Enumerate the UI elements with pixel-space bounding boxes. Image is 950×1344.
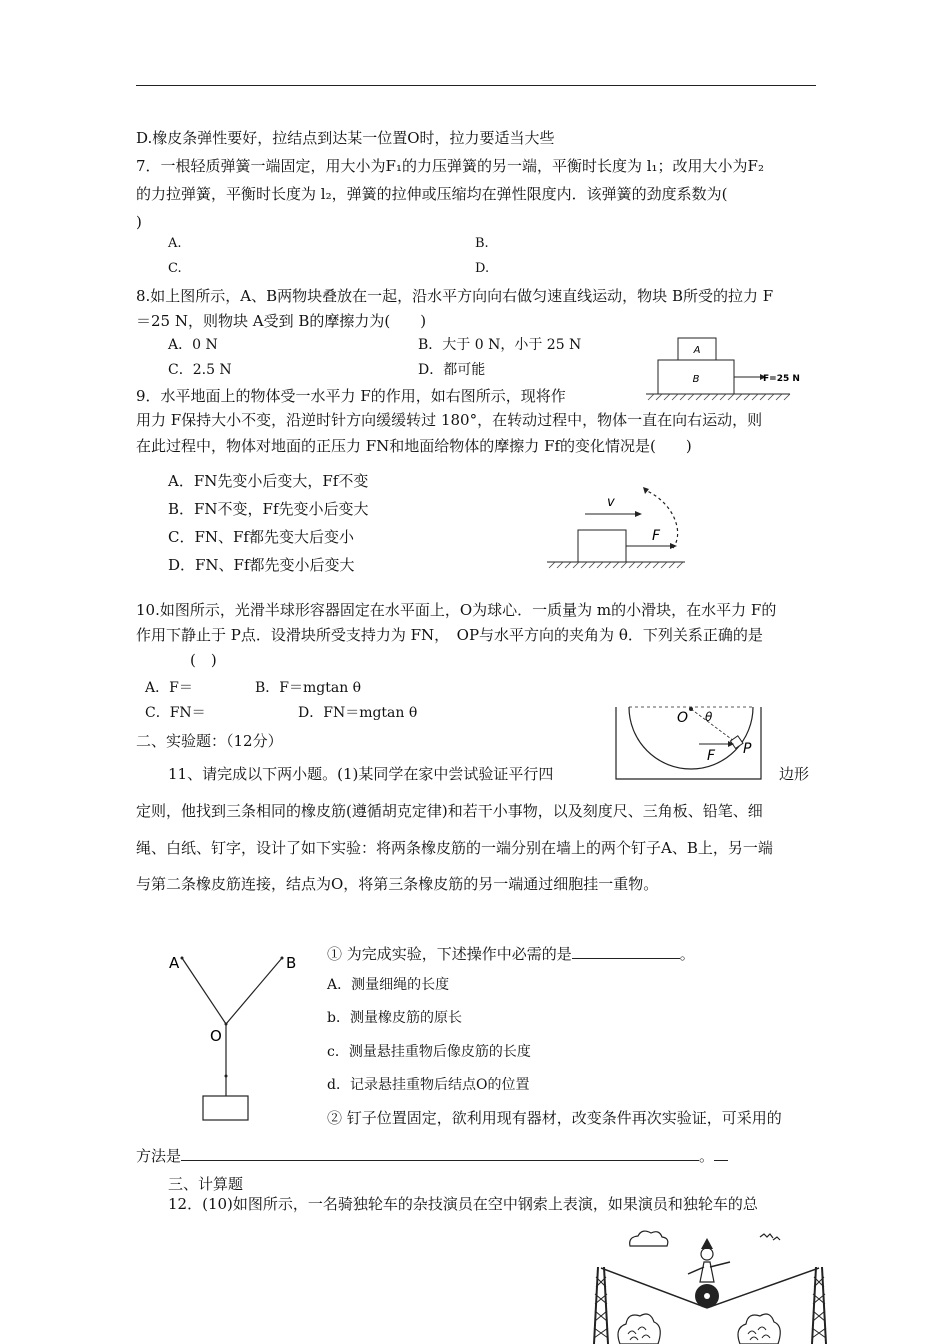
q7-option-d: D.: [475, 261, 490, 276]
q10-figure: [615, 706, 765, 781]
q11-figure: [166, 948, 306, 1128]
q11-line2: 定则，他找到三条相同的橡皮筋(遵循胡克定律)和若干小事物，以及刻度尺、三角板、铅笔、细: [136, 802, 763, 820]
q9-line3: 在此过程中，物体对地面的正压力 FN和地面给物体的摩擦力 Ff的变化情况是( ): [136, 437, 692, 455]
q9-option-b: B．FN不变，Ff先变小后变大: [168, 500, 369, 518]
velocity-arrowhead: [635, 511, 642, 517]
q7-option-b: B.: [475, 236, 489, 251]
sub2-line: ② 钉子位置固定，欲利用现有器材，改变条件再次实验证，可采用的: [327, 1109, 782, 1127]
weight: [203, 1096, 248, 1120]
q11-line1: 11、请完成以下两小题。(1)某同学在家中尝试验证平行四: [168, 765, 554, 783]
sub2-cont: 方法是: [136, 1147, 182, 1165]
q8-option-c: C．2.5 N: [168, 362, 232, 378]
q10-line2: 作用下静止于 P点．设滑块所受支持力为 FN， OP与水平方向的夹角为 θ．下列关系正确的是: [136, 626, 763, 644]
performer-hat: [701, 1238, 713, 1249]
sub2-end: 。: [699, 1147, 715, 1165]
op-radius: [691, 709, 738, 744]
velocity-label: v: [607, 495, 615, 510]
sub1-prompt: [327, 944, 695, 964]
sub2-trailing-blank: [714, 1146, 728, 1161]
choice-c: c．测量悬挂重物后像皮筋的长度: [327, 1044, 531, 1060]
rope-joint: [225, 1075, 228, 1078]
performer-head: [701, 1248, 713, 1260]
bird-icon: [760, 1234, 780, 1240]
q9-figure: [545, 482, 695, 577]
q11-line1-end: 边形: [779, 765, 810, 783]
q8-line1: 8.如上图所示，A、B两物块叠放在一起，沿水平方向向右做匀速直线运动，物块 B所受的拉力 F: [136, 287, 774, 305]
angle-label: θ: [705, 710, 713, 724]
q8-line2: ＝25 N，则物块 A受到 B的摩擦力为( ): [136, 312, 427, 330]
q6-option-d: D.橡皮条弹性要好，拉结点到达某一位置O时，拉力要适当大些: [136, 129, 555, 147]
nail-b-label: B: [286, 954, 297, 972]
q8-option-d: D．都可能: [418, 362, 486, 378]
section3-title: 三、计算题: [168, 1175, 244, 1193]
sub1-answer-blank[interactable]: [572, 944, 680, 959]
unicycle-hub: [704, 1293, 710, 1299]
rotation-arrowhead: [643, 487, 649, 494]
q10-option-d: D．FN＝mgtan θ: [298, 705, 418, 721]
q12-figure: [590, 1222, 830, 1344]
section2-title: 二、实验题：（12分）: [136, 732, 283, 750]
q7-option-c: C.: [168, 261, 182, 276]
q9-option-d: D．FN、Ff都先变小后变大: [168, 556, 355, 574]
sub2-answer-line: [136, 1146, 728, 1166]
q10-line1: 10.如图所示，光滑半球形容器固定在水平面上，O为球心．一质量为 m的小滑块，在水平力 F的: [136, 601, 777, 619]
header-rule: [136, 85, 816, 86]
q8-option-a: A．0 N: [168, 337, 218, 353]
center-label: O: [677, 710, 689, 726]
q10-option-c: C．FN＝: [145, 705, 206, 721]
q9-line2: 用力 F保持大小不变，沿逆时针方向缓缓转过 180°，在转动过程中，物体一直在向右运动，则: [136, 411, 763, 429]
choice-d: d．记录悬挂重物后结点O的位置: [327, 1077, 530, 1093]
q7-line2: 的力拉弹簧，平衡时长度为 l₂，弹簧的拉伸或压缩均在弹性限度内．该弹簧的劲度系数为(: [136, 185, 728, 203]
q10-option-a: A．F＝: [145, 680, 193, 696]
choice-a: A．测量细绳的长度: [327, 977, 450, 993]
q12-line1: 12．(10)如图所示，一名骑独轮车的杂技演员在空中钢索上表演，如果演员和独轮车的总: [168, 1195, 758, 1213]
block-b-label: B: [692, 374, 700, 385]
q7-option-a: A.: [168, 236, 182, 251]
q9-block: [578, 530, 626, 562]
force-label: F=25 N: [763, 374, 800, 384]
band-a: [182, 958, 226, 1024]
q11-line3: 绳、白纸、钉字，设计了如下实验：将两条橡皮筋的一端分别在墙上的两个钉子A、B上，另一端: [136, 839, 773, 857]
sub1-text: ① 为完成实验，下述操作中必需的是: [327, 945, 572, 963]
q9-option-c: C．FN、Ff都先变大后变小: [168, 528, 354, 546]
ground-hatch: [648, 394, 790, 400]
knot-o-label: O: [210, 1027, 222, 1045]
q9-force-label: F: [652, 528, 661, 544]
q8-option-b: B．大于 0 N，小于 25 N: [418, 337, 582, 353]
block-a-label: A: [693, 345, 701, 356]
band-b: [226, 958, 282, 1024]
choice-b: b．测量橡皮筋的原长: [327, 1010, 462, 1026]
q11-line4: 与第二条橡皮筋连接，结点为O，将第三条橡皮筋的另一端通过细胞挂一重物。: [136, 875, 659, 893]
q7-line3: ): [136, 213, 142, 231]
sub2-answer-blank[interactable]: [181, 1146, 699, 1161]
q10-line3: ( ): [190, 651, 217, 669]
q9-line1: 9．水平地面上的物体受一水平力 F的作用，如右图所示，现将作: [136, 387, 566, 405]
rotation-arc: [645, 490, 678, 548]
q8-figure: [630, 334, 810, 409]
q9-ground-hatch: [549, 562, 683, 568]
slider-block: [730, 736, 743, 749]
q7-line1: 7．一根轻质弹簧一端固定，用大小为F₁的力压弹簧的另一端，平衡时长度为 l₁；改用大小为F₂: [136, 157, 764, 175]
nail-a-label: A: [169, 954, 180, 972]
sub1-end: 。: [679, 945, 695, 963]
point-label: P: [743, 741, 752, 757]
q9-option-a: A．FN先变小后变大，Ff不变: [168, 472, 369, 490]
cloud-left: [630, 1231, 668, 1246]
performer-body: [700, 1262, 714, 1282]
q10-option-b: B．F＝mgtan θ: [255, 680, 362, 696]
q10-force-label: F: [707, 748, 716, 764]
